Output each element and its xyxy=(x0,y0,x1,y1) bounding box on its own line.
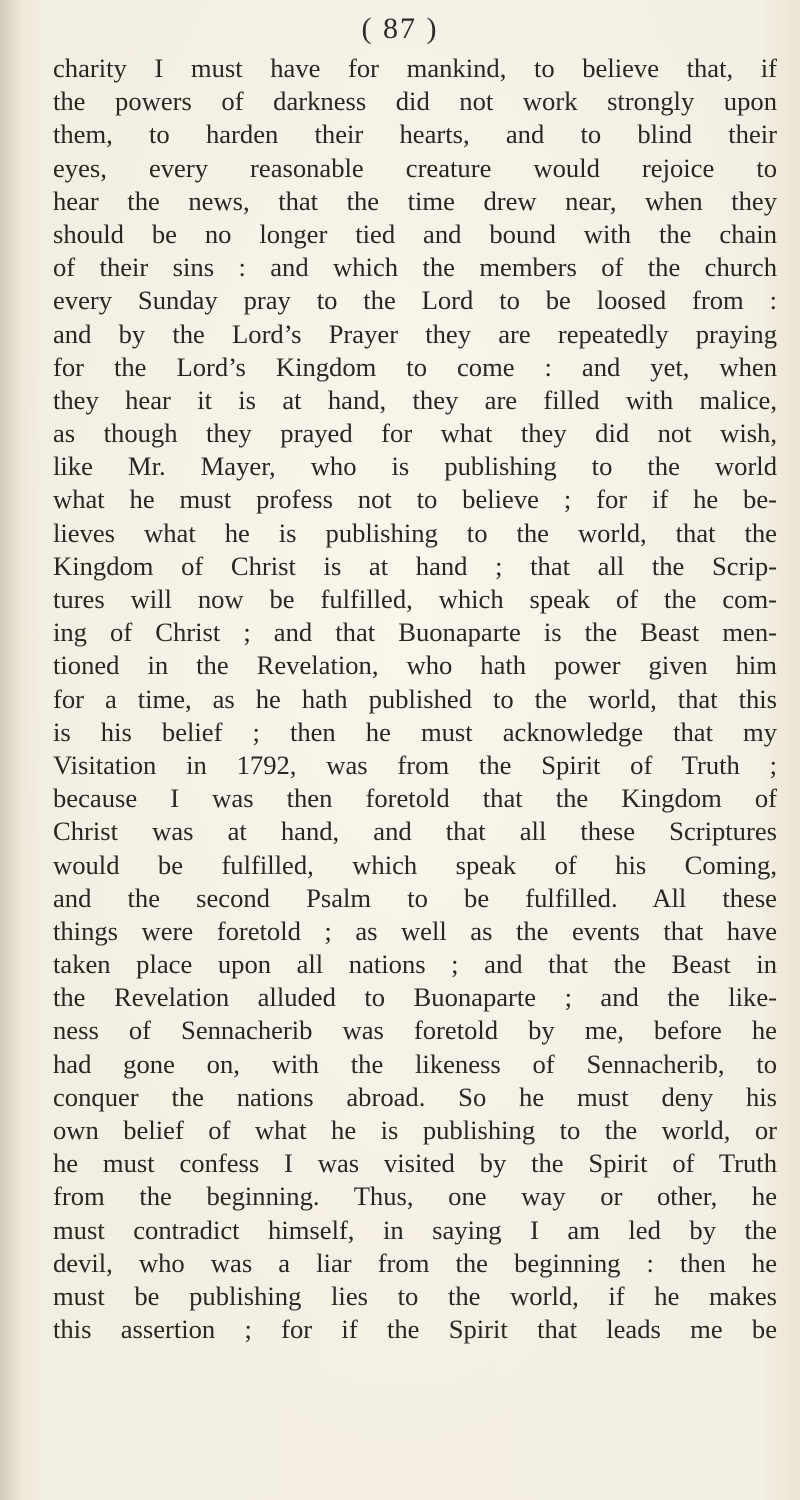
text-line: this assertion ; for if the Spirit that leads me be xyxy=(53,1314,777,1345)
text-line: they hear it is at hand, they are filled with malice, xyxy=(53,384,777,415)
text-line: Visitation in 1792, was from the Spirit of Truth ; xyxy=(53,749,777,780)
text-line: for the Lord’s Kingdom to come : and yet, when xyxy=(53,351,777,382)
text-line: he must confess I was visited by the Spirit of Truth xyxy=(53,1148,777,1179)
text-line: like Mr. Mayer, who is publishing to the world xyxy=(53,451,777,482)
text-line: things were foretold ; as well as the events that have xyxy=(53,915,777,946)
text-line: conquer the nations abroad. So he must deny his xyxy=(53,1081,777,1112)
text-line: tioned in the Revelation, who hath power given him xyxy=(53,650,777,681)
text-line: what he must profess not to believe ; for if he be- xyxy=(53,484,777,515)
text-line: had gone on, with the likeness of Sennacherib, to xyxy=(53,1048,777,1079)
text-line: and the second Psalm to be fulfilled. All these xyxy=(53,882,777,913)
text-line: tures will now be fulfilled, which speak of the com- xyxy=(53,584,777,614)
text-line: devil, who was a liar from the beginning : then he xyxy=(53,1247,777,1278)
text-line: because I was then foretold that the Kingdom of xyxy=(53,783,777,814)
text-line: must contradict himself, in saying I am led by the xyxy=(53,1214,777,1245)
page-number: ( 87 ) xyxy=(361,12,439,45)
text-line: lieves what he is publishing to the world, that the xyxy=(53,517,777,548)
text-line: every Sunday pray to the Lord to be loosed from : xyxy=(53,285,777,316)
text-line: Christ was at hand, and that all these Scriptures xyxy=(53,816,777,847)
text-line: ness of Sennacherib was foretold by me, before he xyxy=(53,1015,777,1046)
gutter-shadow xyxy=(0,0,22,1500)
text-line: is his belief ; then he must acknowledge that my xyxy=(53,716,777,747)
text-line: charity I must have for mankind, to believe that, if xyxy=(53,53,777,83)
text-line: own belief of what he is publishing to the world, or xyxy=(53,1115,777,1145)
text-line: should be no longer tied and bound with the chain xyxy=(53,218,777,249)
text-line: and by the Lord’s Prayer they are repeatedly praying xyxy=(53,318,777,349)
text-line: from the beginning. Thus, one way or other, he xyxy=(53,1181,777,1212)
text-line: for a time, as he hath published to the world, that this xyxy=(53,683,777,714)
body-text xyxy=(53,52,777,1346)
text-line: the powers of darkness did not work strongly upon xyxy=(53,86,777,117)
text-line: must be publishing lies to the world, if he makes xyxy=(53,1280,777,1311)
text-line: would be fulfilled, which speak of his Coming, xyxy=(53,849,777,880)
text-line: hear the news, that the time drew near, when they xyxy=(53,185,777,216)
text-line: them, to harden their hearts, and to blind their xyxy=(53,119,777,150)
text-line: of their sins : and which the members of the church xyxy=(53,252,777,283)
text-line: eyes, every reasonable creature would rejoice to xyxy=(53,152,777,183)
text-line: the Revelation alluded to Buonaparte ; and the like- xyxy=(53,982,777,1013)
text-line: as though they prayed for what they did not wish, xyxy=(53,418,777,449)
text-line: taken place upon all nations ; and that the Beast in xyxy=(53,949,777,980)
text-line: ing of Christ ; and that Buonaparte is the Beast men- xyxy=(53,617,777,648)
text-line: Kingdom of Christ is at hand ; that all the Scrip- xyxy=(53,550,777,581)
